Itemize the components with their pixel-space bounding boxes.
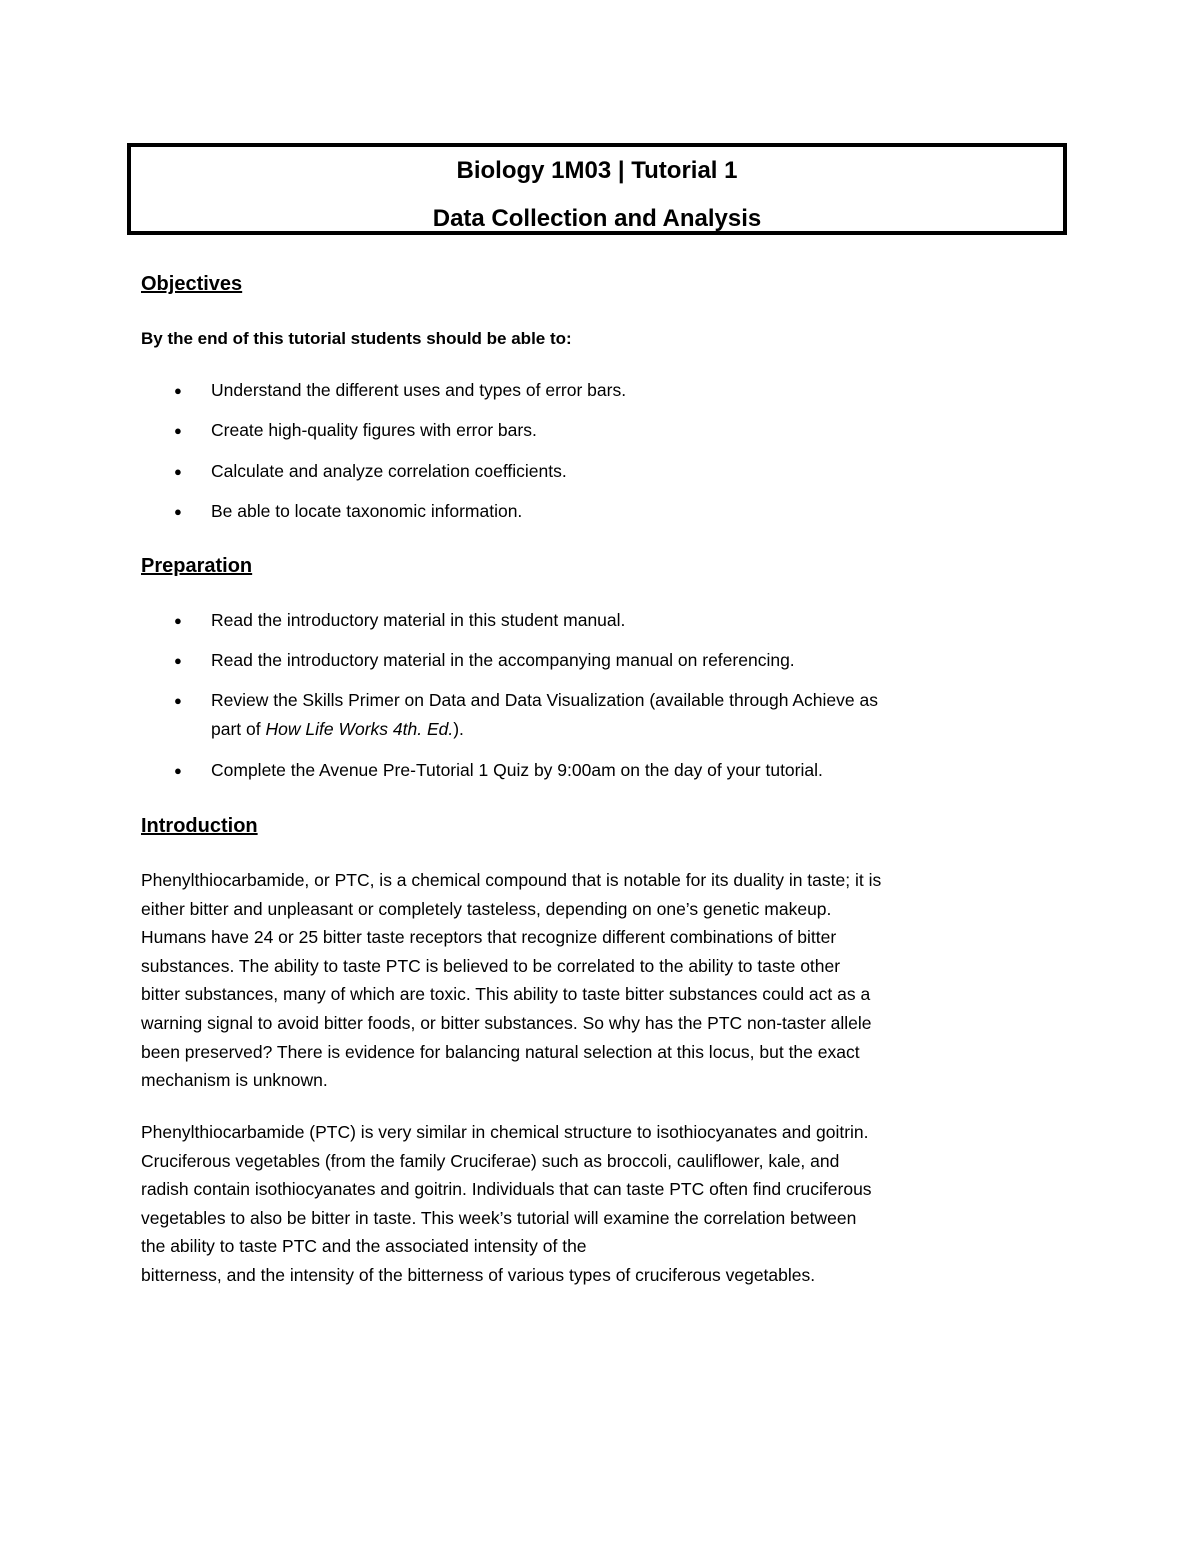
list-item: ● Understand the different uses and types of error bars. [174,376,1054,405]
bullet-dot-icon: ● [174,464,182,479]
intro-paragraph-1: Phenylthiocarbamide, or PTC, is a chemical compound that is notable for its duality in taste; it is either bitter and unpleasant or completely tasteless, depending on one’s genetic makeup. Humans have 24 or 25 bitter taste receptors that recognize different combinations of bitter substances. The ability to taste PTC is believed to be correlated to the ability to taste other bitter substances, many of which are toxic. This ability to taste bitter substances could act as a warning signal to avoid bitter foods, or bitter substances. So why has the PTC non-taster allele been preserved? There is evidence for balancing natural selection at this locus, but the exact mechanism is unknown. [141,870,882,1091]
bullet-dot-icon: ● [174,383,182,398]
preparation-heading: Preparation [141,555,253,577]
list-item: ● Read the introductory material in this student manual. [174,606,1054,635]
objectives-lead: By the end of this tutorial students should be able to: [141,329,572,348]
introduction-heading: Introduction [141,815,258,837]
bullet-dot-icon: ● [174,613,182,628]
list-item: ● Be able to locate taxonomic information. [174,497,1054,526]
list-item: ● Calculate and analyze correlation coefficients. [174,457,1054,486]
bullet-dot-icon: ● [174,504,182,519]
bullet-dot-icon: ● [174,693,182,708]
intro-paragraph-2: Phenylthiocarbamide (PTC) is very similar in chemical structure to isothiocyanates and goitrin. Cruciferous vegetables (from the family Cruciferae) such as broccoli, cauliflower, kale, and radish contain isothiocyanates and goitrin. Individuals that can taste PTC often find cruciferous vegetables to also be bitter in taste. This week’s tutorial will examine the correlation between the ability to taste PTC and the associated intensity of the bitterness, and the intensity of the bitterness of various types of cruciferous vegetables. [141,1122,872,1285]
list-item: ● Review the Skills Primer on Data and Data Visualization (available through Achieve as part of How Life Works 4th. Ed.). [174,686,1054,744]
list-item: ● Complete the Avenue Pre-Tutorial 1 Quiz by 9:00am on the day of your tutorial. [174,756,1054,785]
objectives-heading: Objectives [141,273,243,295]
page-title: Biology 1M03 | Tutorial 1 [456,157,738,184]
bullet-dot-icon: ● [174,763,182,778]
list-item: ● Read the introductory material in the accompanying manual on referencing. [174,646,1054,675]
list-item: ● Create high-quality figures with error bars. [174,416,1054,445]
title-box [127,143,1067,235]
bullet-dot-icon: ● [174,653,182,668]
bullet-dot-icon: ● [174,423,182,438]
book-title: How Life Works 4th. Ed. [265,719,454,739]
page-subtitle: Data Collection and Analysis [432,205,762,232]
